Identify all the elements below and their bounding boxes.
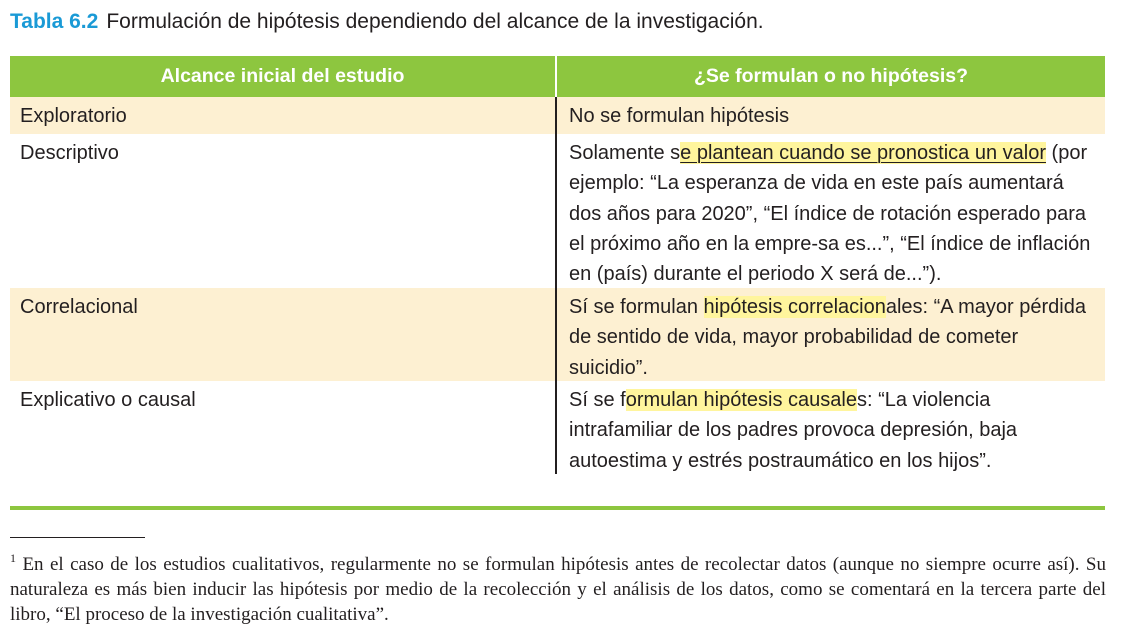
scope-cell: Exploratorio [20,105,127,127]
scope-cell: Descriptivo [20,142,119,164]
answer-cell [555,381,1105,474]
answer-text: Solamente s [569,142,681,164]
footnote-number: 1 [10,551,16,565]
table-caption [10,10,764,34]
table-row [10,288,1105,381]
header-scope: Alcance inicial del estudio [10,56,557,97]
scope-cell: Correlacional [20,296,138,318]
answer-text: ales: “A mayor pérdida de sentido de vida, mayor probabilidad de cometer suicidio”. [569,296,1086,379]
answer-text: s: “La violencia intrafamiliar de los padres provoca depresión, baja autoestima y estrés postraumático en los hijos”. [569,389,1018,472]
footnote-rule [10,537,145,538]
table-row [10,381,1105,474]
answer-text: Sí se formulan [569,296,704,318]
scope-cell: Explicativo o causal [20,389,196,411]
table-label: Tabla 6.2 [10,10,99,33]
hypothesis-table [10,56,1105,474]
header-hypothesis: ¿Se formulan o no hipótesis? [693,65,969,87]
highlighted-text: ormulan hipótesis causale [625,389,857,411]
footnote-text: En el caso de los estudios cualitativos, regularmente no se formulan hipótesis antes de recolectar datos (aunque no siempre ocurre así). Su naturaleza es más bien inducir las hipótesis por medio de la recolección y el análisis de los datos, como se comentará en la tercera parte del libro, “El proceso de la investigación cualitativa”. [10,554,1107,625]
answer-cell [555,288,1105,381]
answer-text: Sí se f [569,389,626,411]
table-bottom-rule [10,506,1105,510]
answer-text: (por ejemplo: “La esperanza de vida en este país aumentará dos años para 2020”, “El índice de rotación esperado para el próximo año en la empre-sa es...”, “El índice de inflación en (país) durante el periodo X será de...”). [569,142,1091,286]
footnote [10,546,1106,627]
highlighted-text: e plantean cuando se pronostica un valor [680,142,1046,164]
answer-cell: No se formulan hipótesis [555,97,1105,134]
answer-cell [555,134,1105,288]
table-title: Formulación de hipótesis dependiendo del alcance de la investigación. [106,10,764,33]
highlighted-text: hipótesis correlacion [703,296,886,318]
table-header [10,56,1105,97]
table-row [10,134,1105,288]
table-row [10,97,1105,134]
